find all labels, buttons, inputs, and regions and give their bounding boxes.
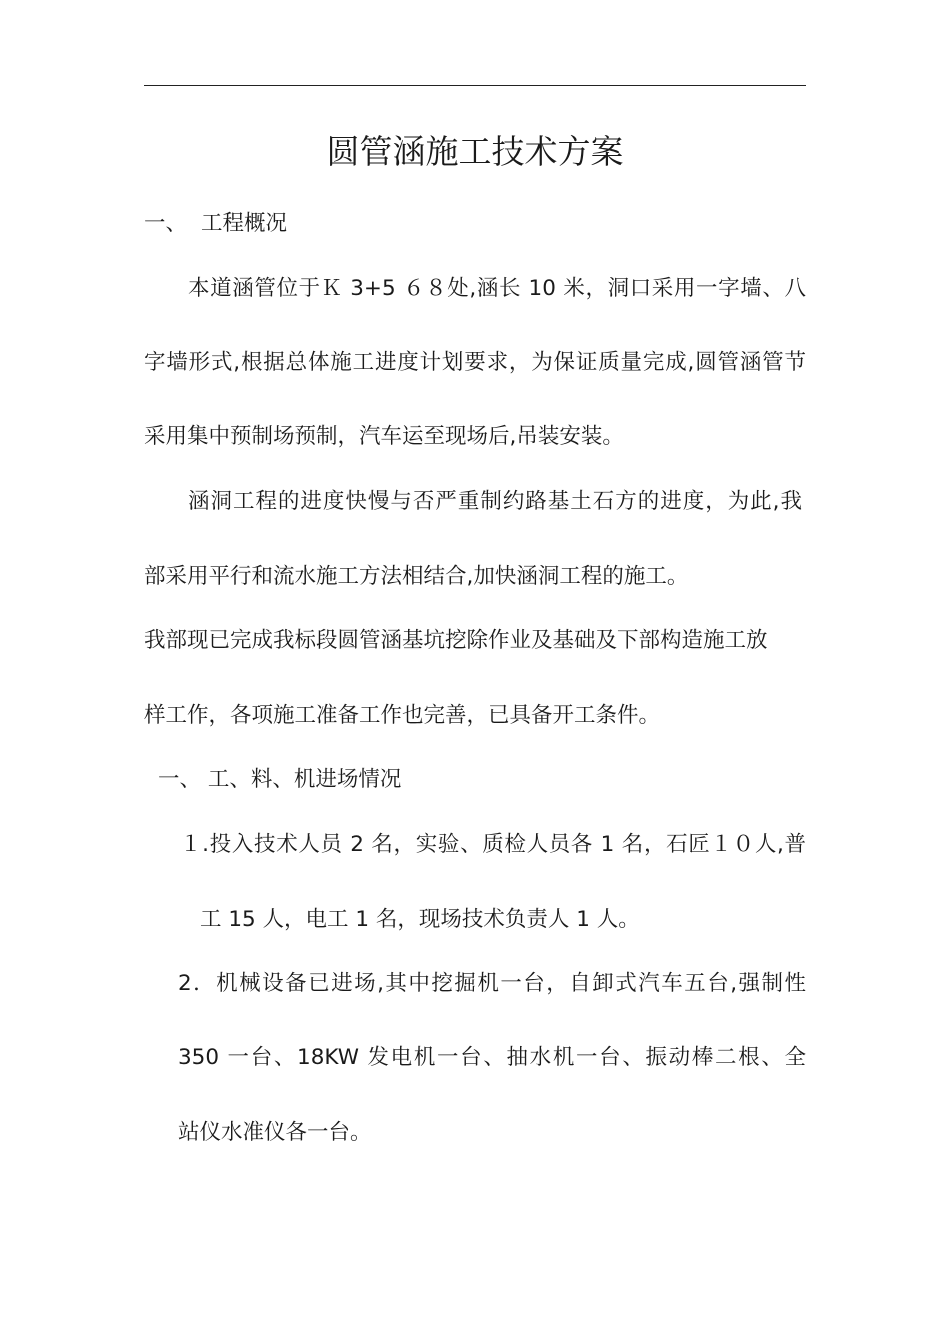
section-2-heading: 一、 工、料、机进场情况 [158, 767, 402, 792]
item-2-line-3: 站仪水准仪各一台。 [178, 1120, 372, 1145]
item-2-line-1: 2．机械设备已进场,其中挖掘机一台，自卸式汽车五台,强制性 [178, 971, 806, 996]
para-3-line-2: 样工作，各项施工准备工作也完善，已具备开工条件。 [144, 703, 661, 728]
para-3-line-1: 我部现已完成我标段圆管涵基坑挖除作业及基础及下部构造施工放 [144, 628, 768, 653]
item-1-line-1: １.投入技术人员 2 名，实验、质检人员各 1 名，石匠１０人,普 [180, 832, 806, 857]
section-1-number: 一、 [144, 211, 188, 236]
para-2-line-2: 部采用平行和流水施工方法相结合,加快涵洞工程的施工。 [144, 564, 689, 589]
section-1-heading: 工程概况 [201, 211, 288, 236]
para-2-line-1: 涵洞工程的进度快慢与否严重制约路基土石方的进度，为此,我 [188, 489, 802, 514]
header-rule [144, 85, 806, 86]
item-2-line-2: 350 一台、18KW 发电机一台、抽水机一台、振动棒二根、全 [178, 1045, 806, 1070]
item-1-line-2: 工 15 人，电工 1 名，现场技术负责人 1 人。 [200, 907, 640, 932]
para-1-line-2: 字墙形式,根据总体施工进度计划要求，为保证质量完成,圆管涵管节 [144, 350, 806, 375]
para-1-line-1: 本道涵管位于Ｋ 3+5 ６８处,涵长 10 米，洞口采用一字墙、八 [188, 276, 806, 301]
document-title: 圆管涵施工技术方案 [326, 132, 624, 171]
para-1-line-3: 采用集中预制场预制，汽车运至现场后,吊装安装。 [144, 424, 624, 449]
